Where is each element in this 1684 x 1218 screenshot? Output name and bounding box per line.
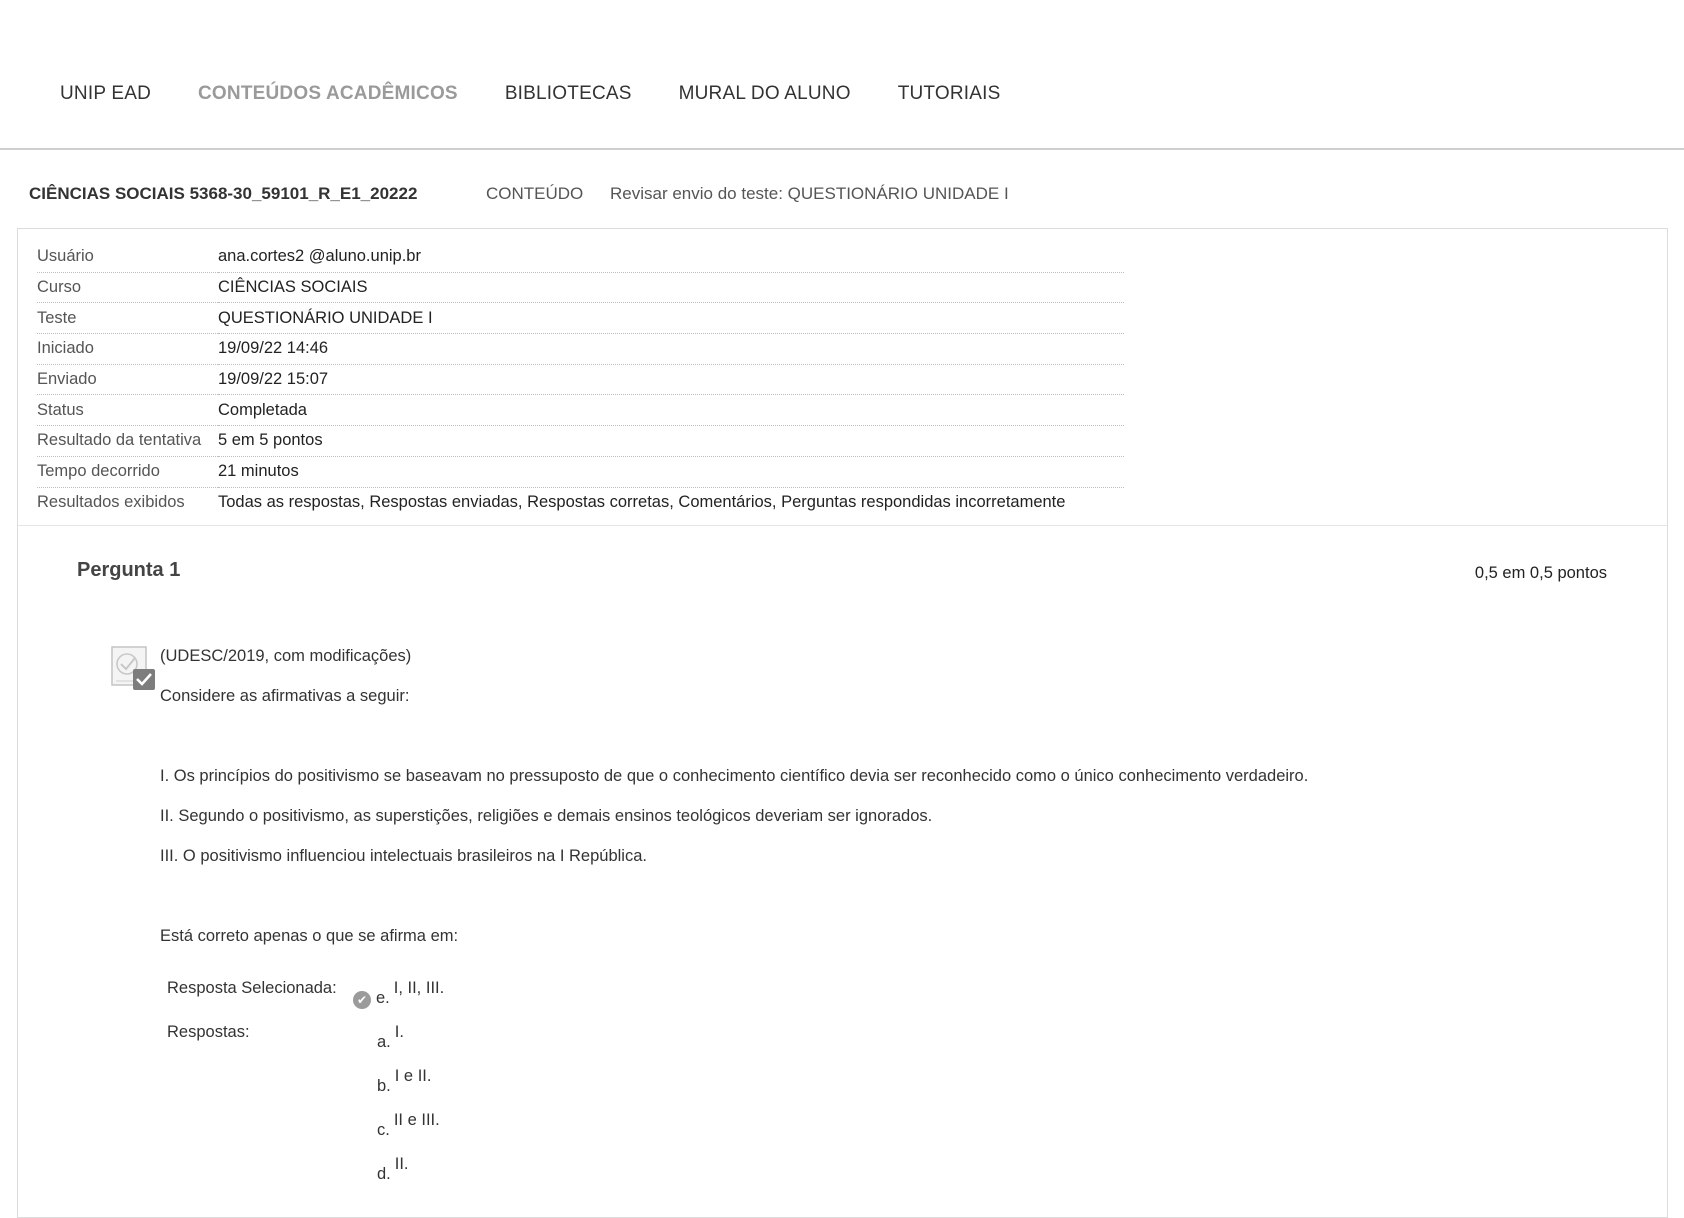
question-instruction: Está correto apenas o que se afirma em: [160, 927, 459, 945]
option-text: I e II. [394, 1067, 432, 1085]
option-text: II. [394, 1155, 409, 1173]
option-text: I. [394, 1023, 404, 1041]
info-value: Todas as respostas, Respostas enviadas, Respostas corretas, Comentários, Perguntas respondidas incorretamente [218, 492, 1066, 511]
info-value: CIÊNCIAS SOCIAIS [218, 272, 1124, 303]
info-row-resultado [37, 426, 1124, 457]
answer-option-b [377, 1067, 431, 1096]
answer-option-d [377, 1155, 409, 1184]
nav-item-tutoriais[interactable]: TUTORIAIS [897, 83, 1001, 104]
info-label: Iniciado [37, 334, 218, 365]
nav-item-bibliotecas[interactable]: BIBLIOTECAS [504, 83, 632, 104]
test-review-panel [17, 228, 1668, 1218]
info-label: Teste [37, 303, 218, 334]
info-label: Tempo decorrido [37, 456, 218, 487]
selected-answer [376, 979, 444, 1008]
info-label: Status [37, 395, 218, 426]
question-title: Pergunta 1 [77, 559, 181, 581]
answers-label: Respostas: [167, 1023, 250, 1041]
breadcrumb-course[interactable]: CIÊNCIAS SOCIAIS 5368-30_59101_R_E1_20222 [29, 184, 418, 203]
info-row-status [37, 395, 1124, 426]
answer-option-a [377, 1023, 404, 1052]
option-letter: d. [377, 1165, 391, 1183]
info-label: Resultados exibidos [37, 492, 185, 511]
info-row-curso [37, 272, 1124, 303]
question-prompt: Considere as afirmativas a seguir: [160, 687, 410, 705]
info-label: Usuário [37, 242, 218, 272]
info-value: 21 minutos [218, 456, 1124, 487]
info-row-resultados-exibidos [37, 487, 1124, 517]
nav-menu [60, 83, 1047, 105]
option-letter: a. [377, 1033, 391, 1051]
info-value: QUESTIONÁRIO UNIDADE I [218, 303, 1124, 334]
question-statement-1: I. Os princípios do positivismo se baseavam no pressuposto de que o conhecimento científico devia ser reconhecido como o único conhecimento verdadeiro. [160, 767, 1309, 785]
info-value: 19/09/22 14:46 [218, 334, 1124, 365]
breadcrumb-content[interactable]: CONTEÚDO [486, 184, 584, 203]
option-letter: e. [376, 989, 390, 1007]
info-label: Enviado [37, 364, 218, 395]
info-label: Curso [37, 272, 218, 303]
info-value: ana.cortes2 @aluno.unip.br [218, 242, 1124, 272]
info-row-tempo [37, 456, 1124, 487]
question-statement-3: III. O positivismo influenciou intelectuais brasileiros na I República. [160, 847, 647, 865]
question-statement-2: II. Segundo o positivismo, as superstições, religiões e demais ensinos teológicos deveriam ser ignorados. [160, 807, 933, 825]
option-letter: b. [377, 1077, 391, 1095]
attempt-info [18, 229, 1667, 526]
selected-answer-label: Resposta Selecionada: [167, 979, 337, 997]
top-navigation [0, 0, 1684, 150]
question-source: (UDESC/2019, com modificações) [160, 647, 412, 665]
info-row-teste [37, 303, 1124, 334]
breadcrumb-current-page: Revisar envio do teste: QUESTIONÁRIO UNIDADE I [610, 184, 1009, 203]
option-text: I, II, III. [393, 979, 445, 997]
option-text: II e III. [393, 1111, 440, 1129]
info-value: Completada [218, 395, 1124, 426]
question-check-icon [110, 645, 156, 691]
info-label: Resultado da tentativa [37, 426, 218, 457]
correct-check-icon: ✔ [353, 991, 371, 1009]
info-row-enviado [37, 364, 1124, 395]
nav-item-conteudos-academicos[interactable]: CONTEÚDOS ACADÊMICOS [198, 83, 458, 104]
info-row-iniciado [37, 334, 1124, 365]
breadcrumb [29, 184, 1009, 204]
question-score: 0,5 em 0,5 pontos [1474, 564, 1607, 582]
nav-item-mural-do-aluno[interactable]: MURAL DO ALUNO [678, 83, 851, 104]
info-value: 5 em 5 pontos [218, 426, 1124, 457]
answer-option-c [377, 1111, 440, 1140]
nav-item-unip-ead[interactable]: UNIP EAD [60, 83, 151, 104]
attempt-info-table [37, 242, 1124, 517]
info-value: 19/09/22 15:07 [218, 364, 1124, 395]
info-row-usuario [37, 242, 1124, 272]
option-letter: c. [377, 1121, 390, 1139]
